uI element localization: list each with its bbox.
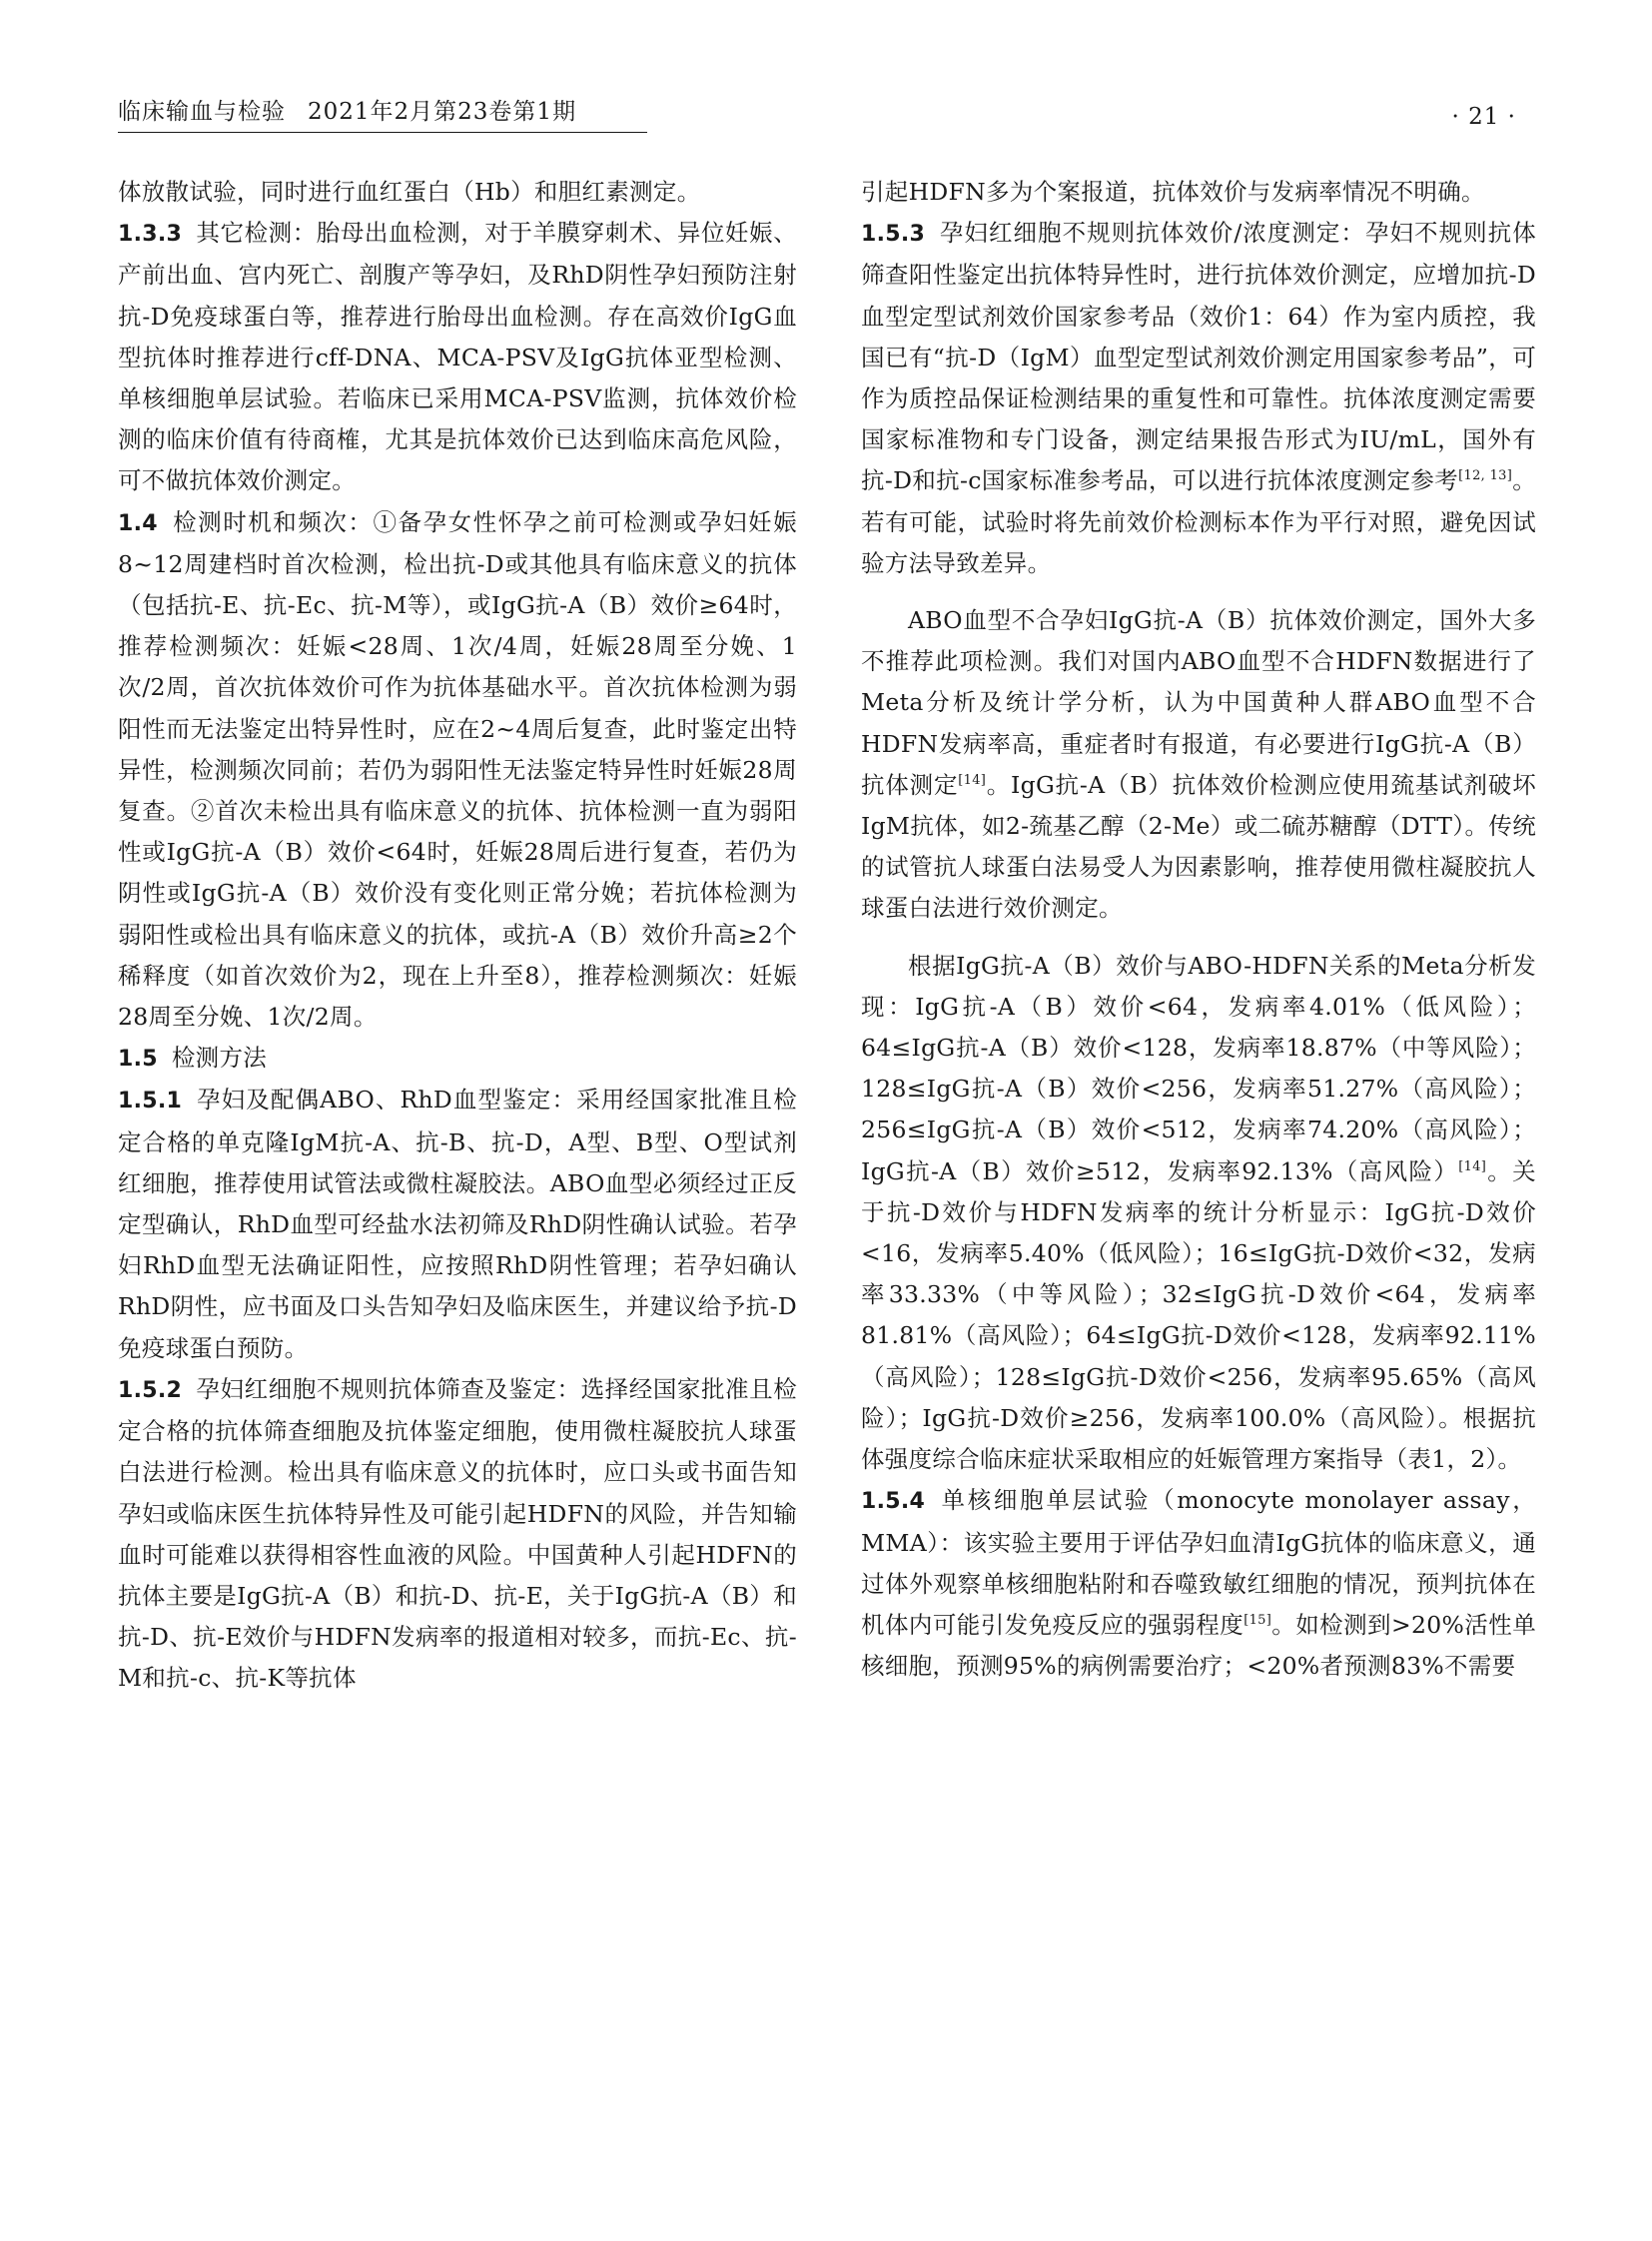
- paragraph-meta-analysis: 根据IgG抗-A（B）效价与ABO-HDFN关系的Meta分析发现：IgG抗-A（B）效价<64，发病率4.01%（低风险）；64≤IgG抗-A（B）效价<128，发病率18.87%（中等风险）；128≤IgG抗-A（B）效价<256，发病率51.27%（高风险）；256≤IgG抗-A（B）效价<512，发病率74.20%（高风险）；IgG抗-A（B）效价≥512，发病率92.13%（高风险）[14]。关于抗-D效价与HDFN发病率的统计分析显示：IgG抗-D效价<16，发病率5.40%（低风险）；16≤IgG抗-D效价<32，发病率33.33%（中等风险）；32≤IgG抗-D效价<64，发病率81.81%（高风险）；64≤IgG抗-D效价<128，发病率92.11%（高风险）；128≤IgG抗-D效价<256，发病率95.65%（高风险）；IgG抗-D效价≥256，发病率100.0%（高风险）。根据抗体强度综合临床症状采取相应的妊娠管理方案指导（表1，2）。: [861, 951, 1536, 1474]
- section-1-3-3: 1.3.3 其它检测：胎母出血检测，对于羊膜穿刺术、异位妊娠、产前出血、宫内死亡、剖腹产等孕妇，及RhD阴性孕妇预防注射抗-D免疫球蛋白等，推荐进行胎母出血检测。存在高效价IgG血型抗体时推荐进行cff-DNA、MCA-PSV及IgG抗体亚型检测、单核细胞单层试验。若临床已采用MCA-PSV监测，抗体效价检测的临床价值有待商榷，尤其是抗体效价已达到临床高危风险，可不做抗体效价测定。: [118, 219, 797, 495]
- section-1-4: 1.4 检测时机和频次：①备孕女性怀孕之前可检测或孕妇妊娠8~12周建档时首次检测，检出抗-D或其他具有临床意义的抗体（包括抗-E、抗-Ec、抗-M等），或IgG抗-A（B）效价≥64时，推荐检测频次：妊娠<28周、1次/4周，妊娠28周至分娩、1次/2周，首次抗体效价可作为抗体基础水平。首次抗体检测为弱阳性而无法鉴定出特异性时，应在2~4周后复查，此时鉴定出特异性，检测频次同前；若仍为弱阳性无法鉴定特异性时妊娠28周复查。②首次未检出具有临床意义的抗体、抗体检测一直为弱阳性或IgG抗-A（B）效价<64时，妊娠28周后进行复查，若仍为阴性或IgG抗-A（B）效价没有变化则正常分娩；若抗体检测为弱阳性或检出具有临床意义的抗体，或抗-A（B）效价升高≥2个稀释度（如首次效价为2，现在上升至8），推荐检测频次：妊娠28周至分娩、1次/2周。: [118, 507, 797, 1032]
- citation: [14]: [958, 773, 987, 789]
- section-number: 1.5: [118, 1047, 158, 1073]
- running-header: [118, 96, 647, 133]
- left-column: [118, 172, 797, 1700]
- section-1-5-3: 1.5.3 孕妇红细胞不规则抗体效价/浓度测定：孕妇不规则抗体筛查阳性鉴定出抗体特异性时，进行抗体效价测定，应增加抗-D血型定型试剂效价国家参考品（效价1：64）作为室内质控，我国已有“抗-D（IgM）血型定型试剂效价测定用国家参考品”，可作为质控品保证检测结果的重复性和可靠性。抗体浓度测定需要国家标准物和专门设备，测定结果报告形式为IU/mL，国外有抗-D和抗-c国家标准参考品，可以进行抗体浓度测定参考[12, 13]。若有可能，试验时将先前效价检测标本作为平行对照，避免因试验方法导致差异。: [861, 219, 1536, 577]
- citation: [12, 13]: [1458, 468, 1513, 484]
- paragraph-abo-titer: ABO血型不合孕妇IgG抗-A（B）抗体效价测定，国外大多不推荐此项检测。我们对国内ABO血型不合HDFN数据进行了Meta分析及统计学分析，认为中国黄种人群ABO血型不合HDFN发病率高，重症者时有报道，有必要进行IgG抗-A（B）抗体测定[14]。IgG抗-A（B）抗体效价检测应使用巯基试剂破坏IgM抗体，如2-巯基乙醇（2-Me）或二硫苏糖醇（DTT）。传统的试管抗人球蛋白法易受人为因素影响，推荐使用微柱凝胶抗人球蛋白法进行效价测定。: [861, 606, 1536, 923]
- section-number: 1.5.1: [118, 1089, 183, 1115]
- section-number: 1.5.3: [861, 222, 926, 248]
- section-number: 1.5.2: [118, 1377, 183, 1403]
- journal-name: 临床输血与检验: [118, 99, 286, 125]
- section-1-5-4: 1.5.4 单核细胞单层试验（monocyte monolayer assay，MMA）：该实验主要用于评估孕妇血清IgG抗体的临床意义，通过体外观察单核细胞粘附和吞噬致敏红细胞的情况，预判抗体在机体内可能引发免疫反应的强弱程度[15]。如检测到>20%活性单核细胞，预测95%的病例需要治疗；<20%者预测83%不需要: [861, 1486, 1536, 1681]
- citation: [15]: [1243, 1613, 1272, 1629]
- section-1-5: 1.5 检测方法: [118, 1044, 268, 1073]
- section-number: 1.5.4: [861, 1489, 926, 1515]
- issue-info: 2021年2月第23卷第1期: [308, 99, 577, 125]
- citation: [14]: [1458, 1158, 1487, 1174]
- page-number: · 21 ·: [1451, 104, 1516, 130]
- section-1-5-2: 1.5.2 孕妇红细胞不规则抗体筛查及鉴定：选择经国家批准且检定合格的抗体筛查细胞及抗体鉴定细胞，使用微柱凝胶抗人球蛋白法进行检测。检出具有临床意义的抗体时，应口头或书面告知孕妇或临床医生抗体特异性及可能引起HDFN的风险，并告知输血时可能难以获得相容性血液的风险。中国黄种人引起HDFN的抗体主要是IgG抗-A（B）和抗-D、抗-E，关于IgG抗-A（B）和抗-D、抗-E效价与HDFN发病率的报道相对较多，而抗-Ec、抗-M和抗-c、抗-K等抗体: [118, 1374, 797, 1693]
- section-number: 1.3.3: [118, 222, 183, 248]
- paragraph-hdfn-case-reports: 引起HDFN多为个案报道，抗体效价与发病率情况不明确。: [861, 178, 1485, 206]
- section-1-5-1: 1.5.1 孕妇及配偶ABO、RhD血型鉴定：采用经国家批准且检定合格的单克隆IgM抗-A、抗-B、抗-D，A型、B型、O型试剂红细胞，推荐使用试管法或微柱凝胶法。ABO血型必须经过正反定型确认，RhD血型可经盐水法初筛及RhD阴性确认试验。若孕妇RhD血型无法确证阳性，应按照RhD阴性管理；若孕妇确认RhD阴性，应书面及口头告知孕妇及临床医生，并建议给予抗-D免疫球蛋白预防。: [118, 1086, 797, 1362]
- section-number: 1.4: [118, 510, 158, 536]
- paragraph-hb-bilirubin: 体放散试验，同时进行血红蛋白（Hb）和胆红素测定。: [118, 178, 701, 206]
- right-column: [861, 172, 1536, 1687]
